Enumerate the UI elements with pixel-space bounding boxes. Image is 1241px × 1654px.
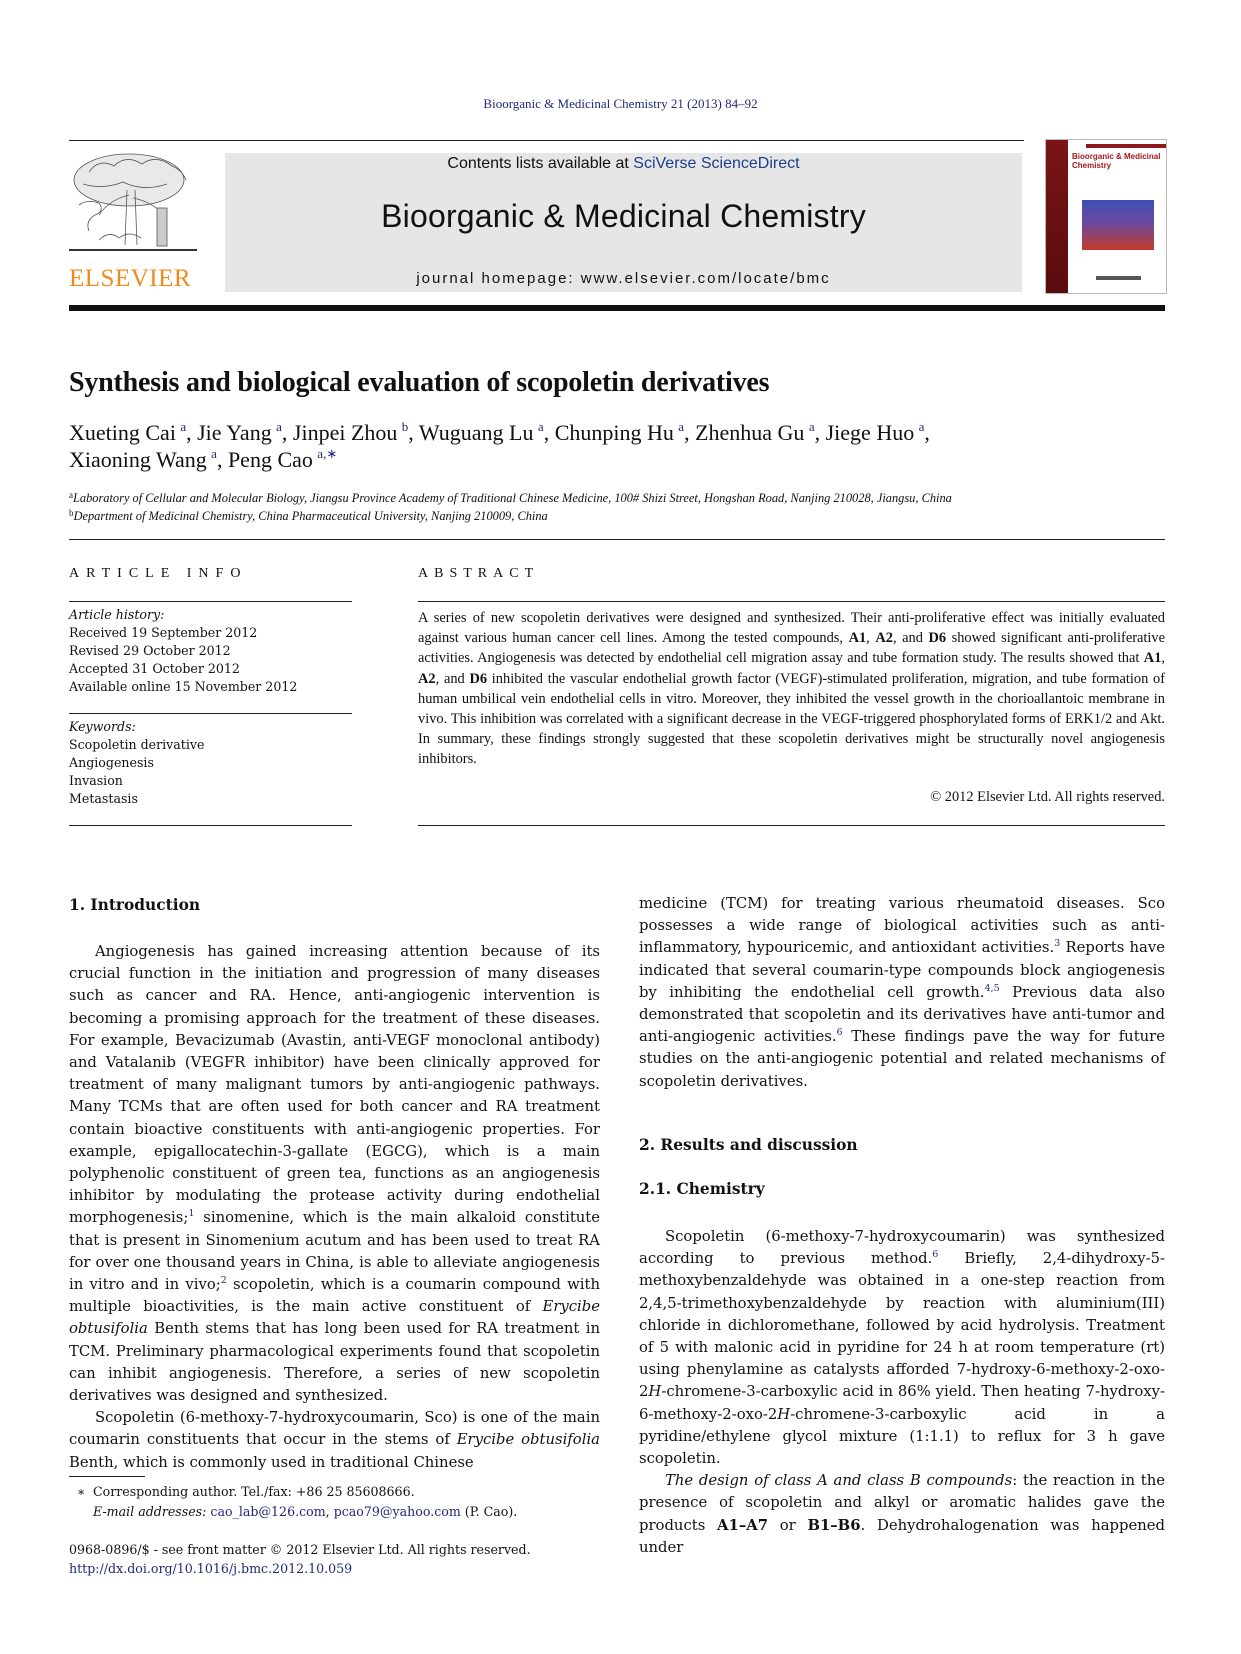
citation-link[interactable]: 3 [1054,938,1061,950]
article-history [69,606,352,696]
cover-title: Bioorganic & Medicinal Chemistry [1072,152,1161,170]
author[interactable]: Xiaoning Wang [69,447,207,472]
elsevier-tree-icon [69,150,197,260]
right-column [639,893,1165,1093]
abstract-text [418,608,1165,770]
abstract-segment: inhibited the vascular endothelial growth factor (VEGF)-stimulated proliferation, migration, and tube formation of human umbilical vein endothelial cells in vitro. Moreover, they inhibited the vessel growth in the chorioallantoic membrane in vivo. This inhibition was correlated with a significant decrease in the VEGF-triggered phosphorylated forms of ERK1/2 and Akt. In summary, these findings strongly suggested that these scopoletin derivatives might be structurally novel angiogenesis inhibitors. [418,670,1165,768]
text-segment: -chromene-3-carboxylic acid in a pyridine/ethylene glycol mixture (1:1.1) to reflux for 3 h gave scopoletin. [639,1405,1165,1468]
header-rule [69,140,1024,141]
text-segment: Benth, which is commonly used in traditional Chinese [69,1453,474,1471]
sep: , and [435,670,470,687]
text-segment: medicine (TCM) for treating various rheumatoid diseases. Sco possesses a wide range of biological activities such as anti-inflammatory, hypouricemic, and antioxidant activities. [639,895,1165,957]
author[interactable]: Jiege Huo [825,420,915,445]
section-heading-results: 2. Results and discussion [639,1136,858,1154]
sep: , [325,1504,334,1519]
italic-h: H [777,1405,791,1423]
front-rule [69,539,1165,540]
masthead-thick-rule [69,305,1165,311]
keyword: Metastasis [69,791,138,806]
citation-link[interactable]: 4,5 [984,982,1000,994]
sep: , [866,630,876,647]
sep: , [1161,650,1165,667]
text-segment: Benth stems that has long been used for RA treatment in TCM. Preliminary pharmacological experiments found that scopoletin can inhibit angiogenesis. Therefore, a series of new scopoletin derivatives was designed and synthesized. [69,1320,600,1405]
contents-line [225,155,1022,173]
front-matter-text: 0968-0896/$ - see front matter © 2012 Elsevier Ltd. All rights reserved. [69,1542,531,1557]
journal-homepage-link[interactable]: journal homepage: www.elsevier.com/locate/bmc [416,270,831,287]
affiliation-marker[interactable]: b [401,419,409,434]
corresponding-author-note [69,1482,629,1502]
history-received: Received 19 September 2012 [69,625,258,640]
italic-h: H [648,1383,662,1401]
cover-spine [1046,140,1068,293]
author-list: Xueting Cai $^a$, Jie Yang $^a$, Jinpei Zhou $^b$, Wuguang Lu $^a$, Chunping Hu $^a$, Zhenhua Gu $^a$, Jiege Huo $^a$, Xiaoning Wang $^a$, Peng Cao $^{a,∗}$ [69,419,930,472]
keyword: Scopoletin derivative [69,737,205,752]
email-link[interactable]: cao_lab@126.com [210,1504,326,1519]
history-revised: Revised 29 October 2012 [69,643,231,658]
cover-bar [1086,144,1166,148]
keyword: Invasion [69,773,123,788]
text-segment: . Dehydrohalogenation was happened under [639,1516,1165,1556]
species-name: Erycibe obtusifolia [456,1431,600,1449]
doi-link[interactable]: http://dx.doi.org/10.1016/j.bmc.2012.10.059 [69,1561,353,1576]
footnotes [69,1482,629,1522]
author[interactable]: Zhenhua Gu [695,420,805,445]
chemistry-paragraph-1 [639,1226,1165,1470]
intro-paragraph-1 [69,941,600,1407]
history-label: Article history: [69,607,165,622]
affiliation-marker[interactable]: a [537,419,544,434]
footnote-rule [69,1476,145,1477]
article-title: Synthesis and biological evaluation of scopoletin derivatives [69,367,770,398]
running-head: Bioorganic & Medicinal Chemistry 21 (2013) 84–92 [483,96,758,111]
history-accepted: Accepted 31 October 2012 [69,661,240,676]
keyword: Angiogenesis [69,755,154,770]
affiliations [69,489,1165,525]
affiliation-marker[interactable]: a [180,419,187,434]
abstract-rule [418,601,1165,602]
article-info-rule [69,601,352,602]
left-column [69,941,600,1474]
section-heading-introduction: 1. Introduction [69,896,201,914]
intro-paragraph-2-continued [639,893,1165,1093]
text-segment: These findings pave the way for future studies on the anti-angiogenic potential and related mechanisms of scopoletin derivatives. [639,1028,1166,1090]
affiliation-marker[interactable]: a [918,419,925,434]
sciencedirect-link[interactable]: SciVerse ScienceDirect [633,155,800,172]
citation-link[interactable]: 6 [836,1027,843,1039]
text-segment: Previous data also demonstrated that scopoletin and its derivatives have anti-tumor and anti-angiogenic activities. [639,983,1166,1046]
email-link[interactable]: pcao79@yahoo.com [333,1504,461,1519]
abstract-segment: showed significant anti-proliferative activities. Angiogenesis was detected by endothelial cell migration assay and tube formation study. The results showed that [418,630,1165,667]
keywords [69,718,352,808]
keywords-label: Keywords: [69,719,136,734]
compound-label: A2 [418,670,436,687]
author[interactable]: Chunping Hu [554,420,674,445]
intro-paragraph-2 [69,1407,600,1474]
citation-link[interactable]: 2 [220,1275,227,1287]
text-segment: -chromene-3-carboxylic acid in 86% yield. Then heating 7-hydroxy-6-methoxy-2-oxo-2 [639,1383,1165,1423]
chemistry-paragraph-2 [639,1470,1165,1559]
abstract-copyright: © 2012 Elsevier Ltd. All rights reserved. [930,789,1165,805]
article-info-rule [69,825,352,826]
text-segment: or [768,1516,808,1534]
affiliation-b [69,507,1165,525]
author[interactable]: Jinpei Zhou [292,420,398,445]
abstract-rule [418,825,1165,826]
citation-link[interactable]: 1 [188,1208,195,1220]
text-segment: Reports have indicated that several coumarin-type compounds block angiogenesis by inhibiting the endothelial cell growth. [639,939,1165,1001]
text-segment: Scopoletin (6-methoxy-7-hydroxycoumarin) was synthesized according to previous method. [639,1228,1165,1268]
abstract-heading: ABSTRACT [418,566,540,581]
journal-cover-thumbnail[interactable] [1045,139,1167,294]
citation-link[interactable]: 6 [932,1249,939,1261]
text-segment: scopoletin, which is a coumarin compound with multiple bioactivities, is the main active constituent of [69,1276,600,1316]
history-online: Available online 15 November 2012 [69,679,298,694]
article-info-rule [69,713,352,714]
affiliation-marker[interactable]: a [678,419,685,434]
journal-name: Bioorganic & Medicinal Chemistry [381,198,866,234]
compound-label: D6 [928,630,947,647]
cover-footer-mark [1096,276,1141,280]
text-segment: : the reaction in the presence of scopoletin and alkyl or aromatic halides gave the products [639,1472,1165,1534]
compound-label: B1–B6 [807,1516,861,1534]
affiliation-marker[interactable]: a [276,419,282,434]
corresponding-text: Corresponding author. Tel./fax: +86 25 85608666. [93,1484,415,1499]
compound-label: A1–A7 [717,1516,768,1534]
email-note [69,1502,629,1522]
compound-label: A1 [1143,650,1162,667]
compound-label: A1 [848,630,867,647]
sep: , and [892,630,929,647]
run-in-heading: The design of class A and class B compounds [665,1472,1013,1490]
abstract-segment: A series of new scopoletin derivatives were designed and synthesized. Their anti-proliferative effect was initially evaluated against various human cancer cell lines. Among the tested compounds, [418,610,1165,647]
affiliation-marker[interactable]: a [808,419,815,434]
affiliation-text: Laboratory of Cellular and Molecular Biology, Jiangsu Province Academy of Traditional Chinese Medicine, 100# Shizi Street, Hongshan Road, Nanjing 210028, Jiangsu, China [73,491,952,505]
elsevier-logo[interactable] [69,150,199,295]
subsection-heading-chemistry: 2.1. Chemistry [639,1180,765,1198]
journal-banner [225,153,1022,292]
author[interactable]: Wuguang Lu [418,420,534,445]
chemistry-text [639,1226,1165,1559]
text-segment: Briefly, 2,4-dihydroxy-5-methoxybenzaldehyde was obtained in a one-step reaction from 2,4,5-trimethoxybenzaldehyde by reaction with aluminium(III) chloride in dichloromethane, followed by acid hydrolysis. Treatment of 5 with malonic acid in pyridine for 24 h at room temperature (rt) using phenylamine as catalysts afforded 7-hydroxy-6-methoxy-2-oxo-2 [639,1250,1165,1401]
compound-label: D6 [469,670,488,687]
email-label: E-mail addresses: [93,1504,207,1519]
article-info-heading: ARTICLE INFO [69,566,248,581]
affiliation-text: Department of Medicinal Chemistry, China Pharmaceutical University, Nanjing 210009, China [73,509,548,523]
email-owner: (P. Cao). [460,1504,518,1519]
elsevier-wordmark: ELSEVIER [69,265,192,292]
text-segment: Scopoletin (6-methoxy-7-hydroxycoumarin, Sco) is one of the main coumarin constituents that occur in the stems of [69,1409,600,1449]
affiliation-marker[interactable]: a,∗ [317,446,338,461]
text-segment: sinomenine, which is the main alkaloid constitute that is present in Sinomenium acutum and has been used to treat RA for over one thousand years in China, is able to alleviate angiogenesis in vitro and in vivo; [69,1209,600,1294]
contents-prefix: Contents lists available at [447,155,634,172]
text-segment: Angiogenesis has gained increasing attention because of its crucial function in the initiation and progression of many diseases such as cancer and RA. Hence, anti-angiogenic intervention is becoming a promising approach for the treatment of these diseases. For example, Bevacizumab (Avastin, anti-VEGF monoclonal antibody) and Vatalanib (VEGFR inhibitor) have been clinically approved for treatment of many malignant tumors by anti-angiogenic pathways. Many TCMs that are often used for both cancer and RA treatment contain bioactive constituents with anti-angiogenic properties. For example, epigallocatechin-3-gallate (EGCG), which is a main polyphenolic constituent of green tea, functions as an angiogenesis inhibitor by modulating the protease activity during endothelial morphogenesis; [69,943,600,1227]
asterisk-icon: ∗ [76,1484,86,1499]
author[interactable]: Peng Cao [227,447,313,472]
affiliation-marker[interactable]: a [211,446,217,461]
author[interactable]: Jie Yang [197,420,272,445]
compound-label: A2 [875,630,893,647]
affiliation-key: b [69,508,74,518]
front-matter [69,1540,669,1578]
species-name: Erycibe obtusifolia [69,1298,600,1338]
affiliation-key: a [69,490,73,500]
author[interactable]: Xueting Cai [69,420,176,445]
cover-image [1082,200,1154,250]
affiliation-a [69,489,1165,507]
